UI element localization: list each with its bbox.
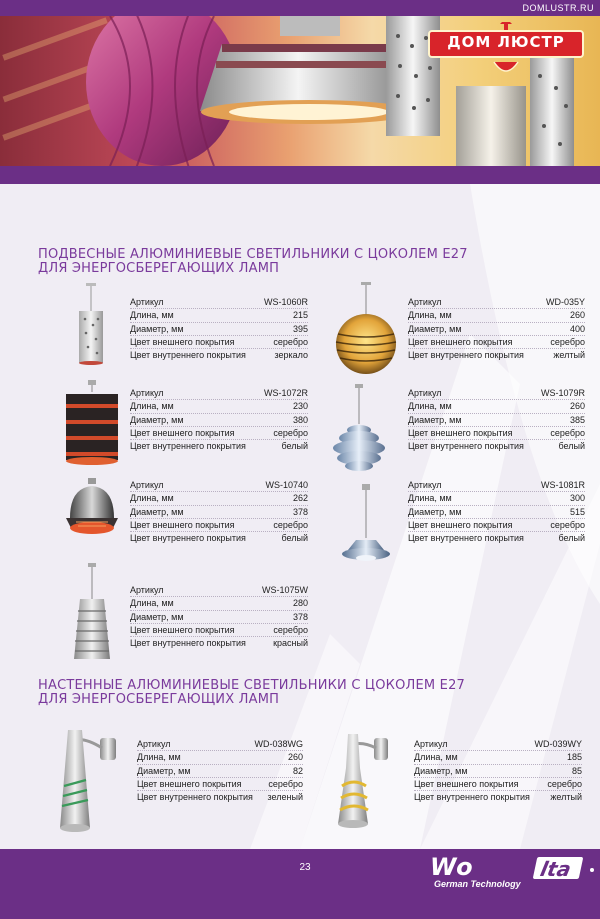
spec-row-diameter [130,414,308,427]
spec-label: Диаметр, мм [130,611,184,622]
spec-value-inner-color: белый [558,441,585,452]
spec-value-article: WS-1075W [261,585,308,595]
product-spec-ws10740 [130,479,308,545]
spec-value-diameter: 85 [571,765,582,776]
spec-label: Диаметр, мм [414,765,468,776]
spec-value-diameter: 395 [292,323,308,334]
spec-row-outer-color [408,519,585,532]
spec-row-diameter [130,323,308,336]
wolta-logo-name: Wo [430,853,474,881]
spec-row-inner-color [414,791,582,804]
spec-row-diameter [408,414,585,427]
spec-row-outer-color [137,778,303,791]
spec-value-length: 262 [292,493,308,504]
lamp-wd035y-image [330,282,402,380]
spec-label: Цвет внутреннего покрытия [130,350,246,361]
top-strip [0,0,600,16]
product-spec-wd038wg [137,738,303,804]
spec-label: Диаметр, мм [130,506,184,517]
spec-value-diameter: 82 [292,765,303,776]
spec-label: Цвет внутреннего покрытия [130,533,246,544]
spec-row-article [130,387,308,400]
section-title-wall-line1: НАСТЕННЫЕ АЛЮМИНИЕВЫЕ СВЕТИЛЬНИКИ С ЦОКОЛЕМ Е27 [38,678,466,693]
spec-value-outer-color: серебро [550,519,585,530]
spec-value-diameter: 515 [569,506,585,517]
spec-value-length: 280 [292,598,308,609]
spec-label: Цвет внутреннего покрытия [408,350,524,361]
lamp-wd038wg-image [46,724,124,836]
spec-label: Диаметр, мм [408,506,462,517]
spec-value-inner-color: зеркало [274,350,308,361]
spec-value-article: WS-10740 [265,480,308,490]
spec-label: Цвет внутреннего покрытия [137,792,253,803]
spec-label: Диаметр, мм [408,414,462,425]
wolta-tagline: German Technology [434,879,521,889]
spec-label: Длина, мм [130,493,174,504]
spec-label: Диаметр, мм [130,323,184,334]
spec-row-inner-color [408,440,585,453]
section-title-pendant-line1: ПОДВЕСНЫЕ АЛЮМИНИЕВЫЕ СВЕТИЛЬНИКИ С ЦОКОЛЕМ Е27 [38,247,468,262]
spec-value-outer-color: серебро [268,778,303,789]
spec-row-article [408,296,585,309]
spec-value-inner-color: белый [281,533,308,544]
spec-value-inner-color: белый [281,441,308,452]
spec-row-length [130,492,308,505]
spec-label: Цвет внутреннего покрытия [408,533,524,544]
lamp-ws10740-image [62,478,122,540]
spec-label: Цвет внешнего покрытия [408,427,513,438]
spec-row-outer-color [408,336,585,349]
spec-value-length: 230 [292,401,308,412]
spec-row-diameter [408,506,585,519]
spec-row-length [414,751,582,764]
spec-row-diameter [130,611,308,624]
spec-label: Цвет внешнего покрытия [130,624,235,635]
section-title-wall [38,679,465,707]
section-title-wall-line2: ДЛЯ ЭНЕРГОСБЕРЕГАЮЩИХ ЛАМП [38,692,280,707]
lamp-ws1079r-image [330,384,388,474]
spec-value-outer-color: серебро [273,336,308,347]
product-spec-ws1081r [408,479,585,545]
spec-label: Артикул [130,388,164,398]
spec-label: Артикул [130,480,164,490]
product-spec-ws1075w [130,584,308,650]
spec-label: Длина, мм [414,752,458,763]
header-banner [0,16,600,166]
spec-value-diameter: 400 [569,323,585,334]
spec-row-outer-color [130,427,308,440]
spec-row-outer-color [130,519,308,532]
spec-row-diameter [408,323,585,336]
spec-label: Диаметр, мм [408,323,462,334]
spec-label: Цвет внешнего покрытия [137,778,242,789]
spec-row-article [408,479,585,492]
banner-stripe [0,166,600,184]
spec-label: Артикул [408,297,442,307]
spec-value-outer-color: серебро [273,519,308,530]
spec-label: Артикул [414,739,448,749]
spec-row-length [137,751,303,764]
spec-label: Цвет внешнего покрытия [130,427,235,438]
spec-row-length [130,597,308,610]
spec-value-article: WS-1072R [263,388,308,398]
spec-row-article [130,479,308,492]
spec-value-length: 260 [287,752,303,763]
spec-value-outer-color: серебро [547,778,582,789]
spec-row-outer-color [130,336,308,349]
product-spec-wd039wy [414,738,582,804]
brand-logo[interactable] [428,22,584,80]
spec-row-article [408,387,585,400]
spec-row-inner-color [130,440,308,453]
spec-row-article [137,738,303,751]
spec-row-inner-color [130,349,308,362]
spec-value-outer-color: серебро [273,427,308,438]
spec-value-article: WD-039WY [534,739,582,749]
spec-row-inner-color [130,637,308,650]
spec-value-diameter: 380 [292,414,308,425]
spec-row-outer-color [408,427,585,440]
spec-label: Длина, мм [408,493,452,504]
lamp-wd039wy-image [330,724,400,836]
spec-label: Диаметр, мм [130,414,184,425]
spec-label: Цвет внешнего покрытия [130,336,235,347]
sparkle-icon [590,868,594,872]
spec-row-article [130,296,308,309]
spec-value-diameter: 378 [292,611,308,622]
spec-label: Артикул [408,480,442,490]
spec-value-length: 300 [569,493,585,504]
spec-row-outer-color [130,624,308,637]
wolta-logo-box [533,857,584,879]
spec-row-length [408,492,585,505]
spec-row-inner-color [408,349,585,362]
spec-label: Цвет внутреннего покрытия [414,792,530,803]
spec-label: Цвет внешнего покрытия [130,519,235,530]
spec-row-outer-color [414,778,582,791]
spec-row-length [408,309,585,322]
spec-label: Артикул [130,297,164,307]
spec-label: Артикул [137,739,171,749]
spec-value-outer-color: серебро [550,336,585,347]
spec-value-article: WS-1060R [263,297,308,307]
spec-value-article: WD-038WG [254,739,303,749]
site-url[interactable]: DOMLUSTR.RU [522,3,594,13]
spec-label: Диаметр, мм [137,765,191,776]
spec-value-length: 215 [292,310,308,321]
spec-label: Цвет внешнего покрытия [408,336,513,347]
spec-value-article: WD-035Y [545,297,585,307]
spec-row-diameter [130,506,308,519]
spec-label: Цвет внутреннего покрытия [408,441,524,452]
section-title-pendant-line2: ДЛЯ ЭНЕРГОСБЕРЕГАЮЩИХ ЛАМП [38,261,280,276]
spec-value-inner-color: желтый [553,350,585,361]
spec-value-outer-color: серебро [273,624,308,635]
product-spec-ws1079r [408,387,585,453]
brand-logo-text: ДОМ ЛЮСТР [447,33,565,51]
spec-label: Длина, мм [130,401,174,412]
lamp-ws1060r-image [66,283,116,365]
spec-value-outer-color: серебро [550,427,585,438]
spec-value-length: 260 [569,310,585,321]
spec-label: Длина, мм [137,752,181,763]
spec-row-diameter [137,765,303,778]
spec-label: Длина, мм [130,310,174,321]
spec-label: Длина, мм [408,310,452,321]
product-spec-wd035y [408,296,585,362]
spec-label: Длина, мм [408,401,452,412]
spec-row-length [408,400,585,413]
spec-value-article: WS-1079R [540,388,585,398]
spec-value-inner-color: белый [558,533,585,544]
wolta-logo[interactable] [430,855,580,889]
spec-label: Длина, мм [130,598,174,609]
spec-label: Артикул [408,388,442,398]
product-spec-ws1072r [130,387,308,453]
product-spec-ws1060r [130,296,308,362]
spec-value-article: WS-1081R [540,480,585,490]
spec-value-inner-color: желтый [550,792,582,803]
spec-row-length [130,400,308,413]
spec-row-inner-color [137,791,303,804]
section-title-pendant [38,248,468,276]
spec-row-diameter [414,765,582,778]
spec-value-inner-color: красный [273,638,308,649]
wolta-logo-box-text: lta [538,857,574,881]
spec-value-inner-color: зеленый [267,792,303,803]
spec-label: Цвет внутреннего покрытия [130,638,246,649]
spec-label: Артикул [130,585,164,595]
lamp-ws1075w-image [66,563,118,663]
spec-value-diameter: 378 [292,506,308,517]
spec-label: Цвет внешнего покрытия [408,519,513,530]
lamp-ws1081r-image [336,484,396,574]
spec-value-length: 260 [569,401,585,412]
spec-label: Цвет внутреннего покрытия [130,441,246,452]
spec-row-inner-color [408,532,585,545]
page-number: 23 [299,862,311,873]
spec-label: Цвет внешнего покрытия [414,778,519,789]
spec-value-diameter: 385 [569,414,585,425]
spec-value-length: 185 [566,752,582,763]
lamp-ws1072r-image [62,380,122,466]
spec-row-inner-color [130,532,308,545]
spec-row-length [130,309,308,322]
spec-row-article [414,738,582,751]
spec-row-article [130,584,308,597]
